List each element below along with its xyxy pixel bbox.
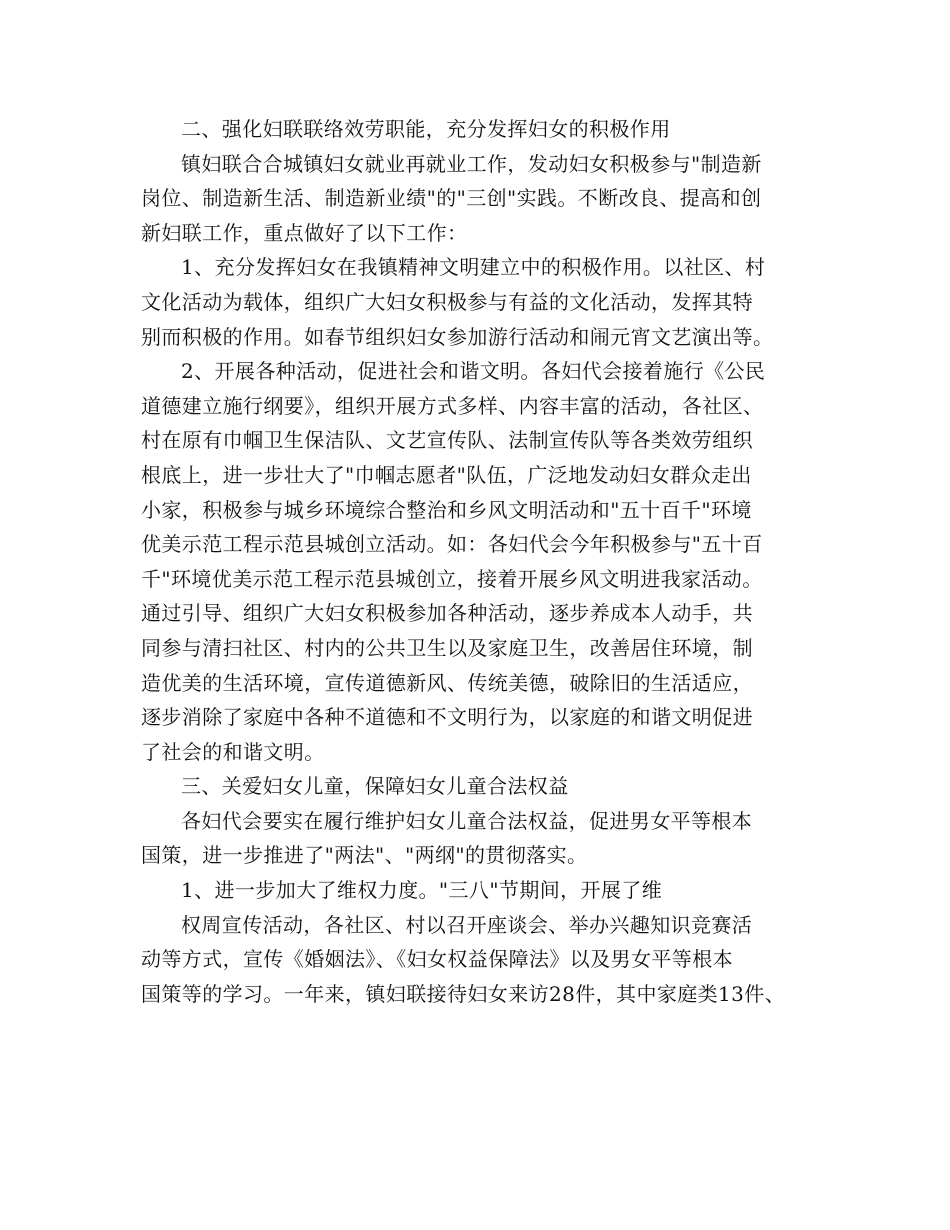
text-line: 优美示范工程示范县城创立活动。如：各妇代会今年积极参与"五十百	[141, 532, 763, 557]
text-line: 道德建立施行纲要》，组织开展方式多样、内容丰富的活动，各社区、	[141, 393, 764, 418]
text-line: 1、进一步加大了维权力度。"三八"节期间，开展了维	[181, 878, 663, 903]
text-line: 镇妇联合合城镇妇女就业再就业工作，发动妇女积极参与"制造新	[181, 151, 762, 176]
text-line: 权周宣传活动，各社区、村以召开座谈会、举办兴趣知识竞赛活	[181, 912, 753, 937]
text-line: 2、开展各种活动，促进社会和谐文明。各妇代会接着施行《公民	[181, 359, 766, 384]
text-line: 国策等的学习。一年来，镇妇联接待妇女来访28件，其中家庭类13件、	[141, 981, 786, 1006]
text-line: 新妇联工作，重点做好了以下工作：	[141, 220, 468, 245]
text-line: 文化活动为载体，组织广大妇女积极参与有益的文化活动，发挥其特	[141, 289, 753, 314]
text-line: 小家，积极参与城乡环境综合整治和乡风文明活动和"五十百千"环境	[141, 497, 752, 522]
section-heading-3: 三、关爱妇女儿童，保障妇女儿童合法权益	[181, 774, 569, 799]
text-line: 各妇代会要实在履行维护妇女儿童合法权益，促进男女平等根本	[181, 808, 753, 833]
text-line: 国策，进一步推进了"两法"、"两纲"的贯彻落实。	[141, 843, 588, 868]
text-line: 同参与清扫社区、村内的公共卫生以及家庭卫生，改善居住环境，制	[141, 635, 753, 660]
text-line: 了社会的和谐文明。	[141, 739, 325, 764]
text-line: 岗位、制造新生活、制造新业绩"的"三创"实践。不断改良、提高和创	[141, 186, 762, 211]
text-line: 别而积极的作用。如春节组织妇女参加游行活动和闹元宵文艺演出等。	[141, 324, 774, 349]
text-line: 逐步消除了家庭中各种不道德和不文明行为，以家庭的和谐文明促进	[141, 705, 753, 730]
text-line: 通过引导、组织广大妇女积极参加各种活动，逐步养成本人动手，共	[141, 601, 753, 626]
text-line: 动等方式，宣传《婚姻法》、《妇女权益保障法》以及男女平等根本	[141, 947, 733, 972]
document-body	[141, 112, 821, 1011]
text-line: 根底上，进一步壮大了"巾帼志愿者"队伍，广泛地发动妇女群众走出	[141, 462, 752, 487]
text-line: 千"环境优美示范工程示范县城创立，接着开展乡风文明进我家活动。	[141, 566, 763, 591]
section-heading-2: 二、强化妇联联络效劳职能，充分发挥妇女的积极作用	[181, 117, 671, 141]
text-line: 村在原有巾帼卫生保洁队、文艺宣传队、法制宣传队等各类效劳组织	[141, 428, 753, 453]
text-line: 1、充分发挥妇女在我镇精神文明建立中的积极作用。以社区、村	[181, 255, 766, 280]
text-line: 造优美的生活环境，宣传道德新风、传统美德，破除旧的生活适应，	[141, 670, 753, 695]
